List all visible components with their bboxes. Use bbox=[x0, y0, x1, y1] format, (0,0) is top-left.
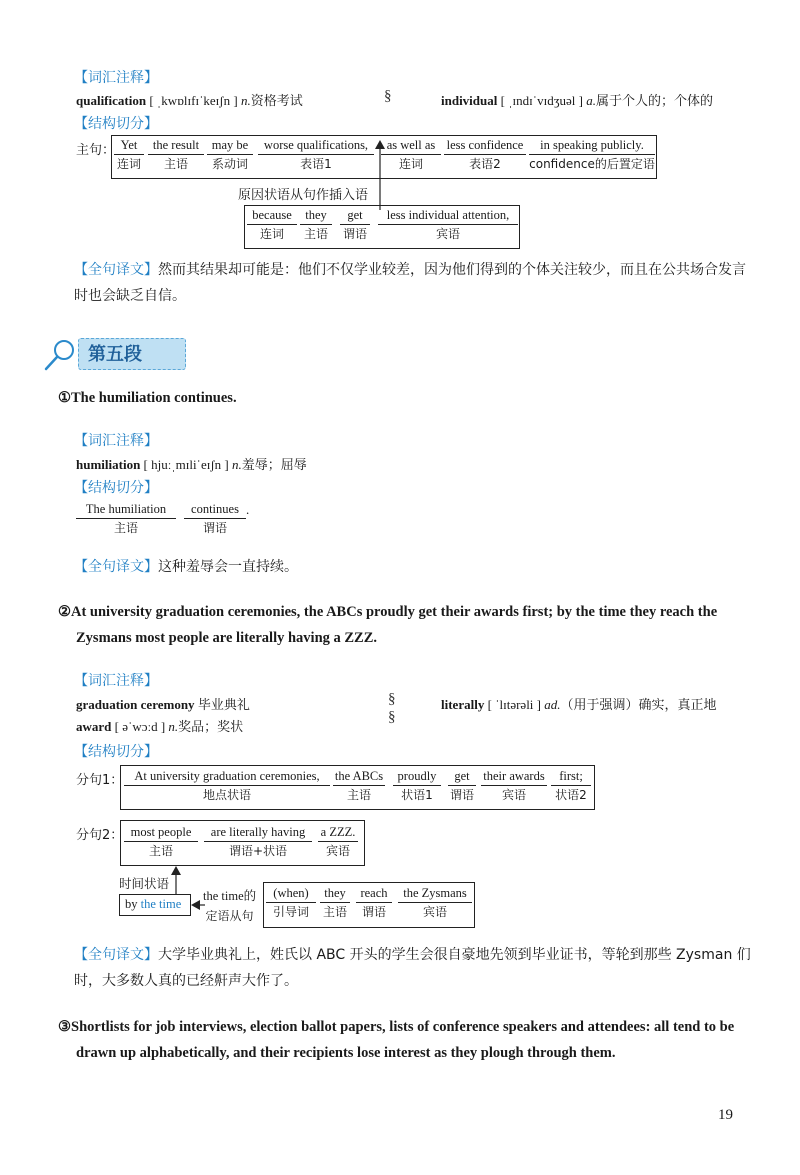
cell-role: 地点状语 bbox=[202, 788, 251, 802]
vocab-entry-literally bbox=[441, 694, 717, 713]
cell-role: 状语2 bbox=[555, 788, 587, 802]
cell-role: 谓语 bbox=[449, 788, 474, 802]
vocab-entry-award bbox=[76, 716, 243, 735]
vocab-word: graduation ceremony bbox=[76, 697, 195, 712]
structure-cell bbox=[378, 208, 518, 243]
cell-role: 连词 bbox=[259, 227, 284, 241]
cell-english: (when) bbox=[266, 886, 316, 903]
vocab-pos: a. bbox=[586, 93, 596, 108]
vocab-phonetic: [ ˌɪndɪˈvɪdʒuəl ] bbox=[500, 93, 583, 108]
vocab-definition: 奖品；奖状 bbox=[178, 720, 244, 735]
cell-role: 状语1 bbox=[401, 788, 433, 802]
vocab-word: qualification bbox=[76, 93, 147, 108]
structure-cell bbox=[266, 886, 316, 921]
structure-cell bbox=[333, 769, 385, 804]
sentence-period: . bbox=[246, 502, 250, 517]
cell-english: At university graduation ceremonies, bbox=[124, 769, 330, 786]
cell-english: they bbox=[300, 208, 332, 225]
cell-role: 主语 bbox=[346, 788, 371, 802]
section-title: 第五段 bbox=[88, 344, 142, 365]
structure-heading: 【结构切分】 bbox=[74, 116, 158, 132]
translation-text: 然而其结果却可能是：他们不仅学业较差，因为他们得到的个体关注较少，而且在公共场合发言时也会缺乏自信。 bbox=[74, 262, 746, 304]
cell-role: 连词 bbox=[116, 157, 141, 171]
cell-english: Yet bbox=[114, 138, 144, 155]
cell-english: less individual attention, bbox=[378, 208, 518, 225]
cell-role: 主语 bbox=[322, 905, 347, 919]
vocab-word: individual bbox=[441, 93, 498, 108]
cell-english: get bbox=[448, 769, 476, 786]
cell-english: continues bbox=[184, 502, 246, 519]
section-banner bbox=[48, 335, 198, 373]
divider-squiggle-icon: § bbox=[384, 88, 392, 104]
structure-cell bbox=[356, 886, 392, 921]
cell-english: they bbox=[320, 886, 350, 903]
structure-cell bbox=[204, 825, 312, 860]
structure-cell bbox=[320, 886, 350, 921]
vocab-pos: n. bbox=[168, 719, 179, 734]
vocab-heading: 【词汇注释】 bbox=[74, 673, 158, 689]
cell-role: 宾语 bbox=[435, 227, 460, 241]
cell-english: the Zysmans bbox=[398, 886, 472, 903]
translation-text: 这种羞辱会一直持续。 bbox=[158, 559, 298, 575]
vocab-definition: 资格考试 bbox=[250, 94, 303, 109]
cell-english: in speaking publicly. bbox=[529, 138, 655, 155]
structure-cell bbox=[184, 502, 246, 537]
vocab-heading: 【词汇注释】 bbox=[74, 433, 158, 449]
cell-english: are literally having bbox=[204, 825, 312, 842]
structure-cell bbox=[444, 138, 526, 173]
cell-english: less confidence bbox=[444, 138, 526, 155]
vocab-word: humiliation bbox=[76, 457, 141, 472]
structure-heading: 【结构切分】 bbox=[74, 744, 158, 760]
structure-cell bbox=[247, 208, 297, 243]
relative-note-en: the time的 bbox=[203, 889, 257, 903]
cell-english: first; bbox=[551, 769, 591, 786]
cell-role: 系动词 bbox=[211, 157, 248, 171]
vocab-pos: n. bbox=[232, 457, 242, 472]
cell-english: most people bbox=[124, 825, 198, 842]
cell-role: 主语 bbox=[113, 521, 138, 535]
magnifier-icon bbox=[42, 337, 78, 373]
cell-role: 宾语 bbox=[325, 844, 350, 858]
cell-english: as well as bbox=[381, 138, 441, 155]
translation-block bbox=[74, 554, 298, 580]
main-clause-label: 主句： bbox=[76, 143, 116, 158]
the-time-word: the time bbox=[140, 897, 182, 911]
vocab-phonetic: [ əˈwɔːd ] bbox=[114, 719, 166, 734]
structure-cell bbox=[124, 825, 198, 860]
structure-cell bbox=[300, 208, 332, 243]
cell-role: 宾语 bbox=[501, 788, 526, 802]
relative-note-zh: 定语从句 bbox=[205, 909, 254, 923]
sentence-number: ① bbox=[58, 390, 71, 406]
cell-role: 连词 bbox=[398, 157, 423, 171]
vocab-definition: （用于强调）确实，真正地 bbox=[560, 698, 717, 713]
vocab-entry-qualification bbox=[76, 90, 303, 109]
structure-cell bbox=[551, 769, 591, 804]
vocab-word: award bbox=[76, 719, 112, 734]
structure-cell bbox=[124, 769, 330, 804]
sentence-2 bbox=[58, 599, 776, 651]
sentence-3 bbox=[58, 1014, 776, 1066]
cell-role: 表语2 bbox=[469, 157, 501, 171]
vocab-pos: ad. bbox=[544, 697, 561, 712]
cell-english: the result bbox=[148, 138, 204, 155]
sentence-text: At university graduation ceremonies, the ABCs proudly get their awards first; by the time they reach the Zysmans most people are literally having a ZZZ. bbox=[71, 604, 718, 646]
vocab-heading: 【词汇注释】 bbox=[74, 70, 158, 86]
structure-cell bbox=[529, 138, 655, 173]
insert-arrow-icon bbox=[374, 140, 386, 210]
structure-cell bbox=[207, 138, 253, 173]
clause2-label: 分句2： bbox=[76, 828, 124, 843]
vocab-entry-humiliation bbox=[76, 454, 307, 473]
divider-squiggle-icon: § § bbox=[388, 691, 396, 725]
cell-role: 主语 bbox=[148, 844, 173, 858]
vocab-phonetic: [ ˌkwɒlɪfɪˈkeɪʃn ] bbox=[149, 93, 238, 108]
cell-english: reach bbox=[356, 886, 392, 903]
sentence-1 bbox=[58, 385, 237, 411]
insert-note: 原因状语从句作插入语 bbox=[238, 188, 369, 203]
page-number: 19 bbox=[718, 1107, 733, 1123]
vocab-definition: 属于个人的；个体的 bbox=[595, 94, 713, 109]
vocab-definition: 毕业典礼 bbox=[197, 698, 250, 713]
cell-role: 谓语 bbox=[342, 227, 367, 241]
translation-text: 大学毕业典礼上，姓氏以 ABC 开头的学生会很自豪地先领到毕业证书，等轮到那些 Zysman 们时，大多数人真的已经鼾声大作了。 bbox=[74, 947, 751, 989]
translation-label: 【全句译文】 bbox=[74, 559, 158, 575]
time-adverbial-note: 时间状语 bbox=[119, 876, 170, 891]
vocab-entry-graduation-ceremony bbox=[76, 694, 250, 713]
by-word: by bbox=[125, 897, 138, 911]
translation-block bbox=[74, 257, 754, 309]
structure-cell bbox=[318, 825, 358, 860]
cell-english: a ZZZ. bbox=[318, 825, 358, 842]
by-the-time-text bbox=[125, 897, 181, 912]
structure-cell bbox=[76, 502, 176, 537]
cell-english: worse qualifications, bbox=[258, 138, 374, 155]
structure-cell bbox=[114, 138, 144, 173]
cell-english: their awards bbox=[481, 769, 547, 786]
structure-cell bbox=[393, 769, 441, 804]
cell-role: 谓语 bbox=[361, 905, 386, 919]
cell-role: 表语1 bbox=[300, 157, 332, 171]
structure-cell bbox=[448, 769, 476, 804]
structure-cell bbox=[381, 138, 441, 173]
vocab-entry-individual bbox=[441, 90, 713, 109]
vocab-phonetic: [ hjuːˌmɪliˈeɪʃn ] bbox=[143, 457, 229, 472]
cell-english: proudly bbox=[393, 769, 441, 786]
cell-role: 谓语+状语 bbox=[228, 844, 288, 858]
sentence-text: Shortlists for job interviews, election ballot papers, lists of conference speakers and attendees: all tend to be drawn up alphabetically, and their recipients lose interest as they plough through them. bbox=[71, 1019, 735, 1061]
relative-clause-note bbox=[203, 886, 256, 926]
translation-label: 【全句译文】 bbox=[74, 947, 158, 963]
structure-cell bbox=[258, 138, 374, 173]
cell-english: may be bbox=[207, 138, 253, 155]
vocab-definition: 羞辱；屈辱 bbox=[241, 458, 307, 473]
translation-label: 【全句译文】 bbox=[74, 262, 158, 278]
cell-role: confidence的后置定语 bbox=[529, 157, 655, 171]
cell-role: 主语 bbox=[163, 157, 188, 171]
cell-english: the ABCs bbox=[333, 769, 385, 786]
clause1-label: 分句1： bbox=[76, 773, 124, 788]
cell-role: 谓语 bbox=[202, 521, 227, 535]
cell-english: get bbox=[340, 208, 370, 225]
cell-role: 宾语 bbox=[422, 905, 447, 919]
structure-cell bbox=[148, 138, 204, 173]
time-arrow-up-icon bbox=[170, 866, 182, 894]
cell-english: because bbox=[247, 208, 297, 225]
cell-role: 主语 bbox=[303, 227, 328, 241]
vocab-pos: n. bbox=[240, 93, 251, 108]
sentence-number: ③ bbox=[58, 1019, 71, 1035]
sentence-text: The humiliation continues. bbox=[71, 390, 237, 406]
cell-english: The humiliation bbox=[76, 502, 176, 519]
translation-block bbox=[74, 942, 756, 994]
vocab-phonetic: [ ˈlɪtərəli ] bbox=[487, 697, 541, 712]
vocab-word: literally bbox=[441, 697, 485, 712]
structure-cell bbox=[398, 886, 472, 921]
structure-cell bbox=[340, 208, 370, 243]
structure-cell bbox=[481, 769, 547, 804]
sentence-number: ② bbox=[58, 604, 71, 620]
structure-heading: 【结构切分】 bbox=[74, 480, 158, 496]
cell-role: 引导词 bbox=[272, 905, 309, 919]
